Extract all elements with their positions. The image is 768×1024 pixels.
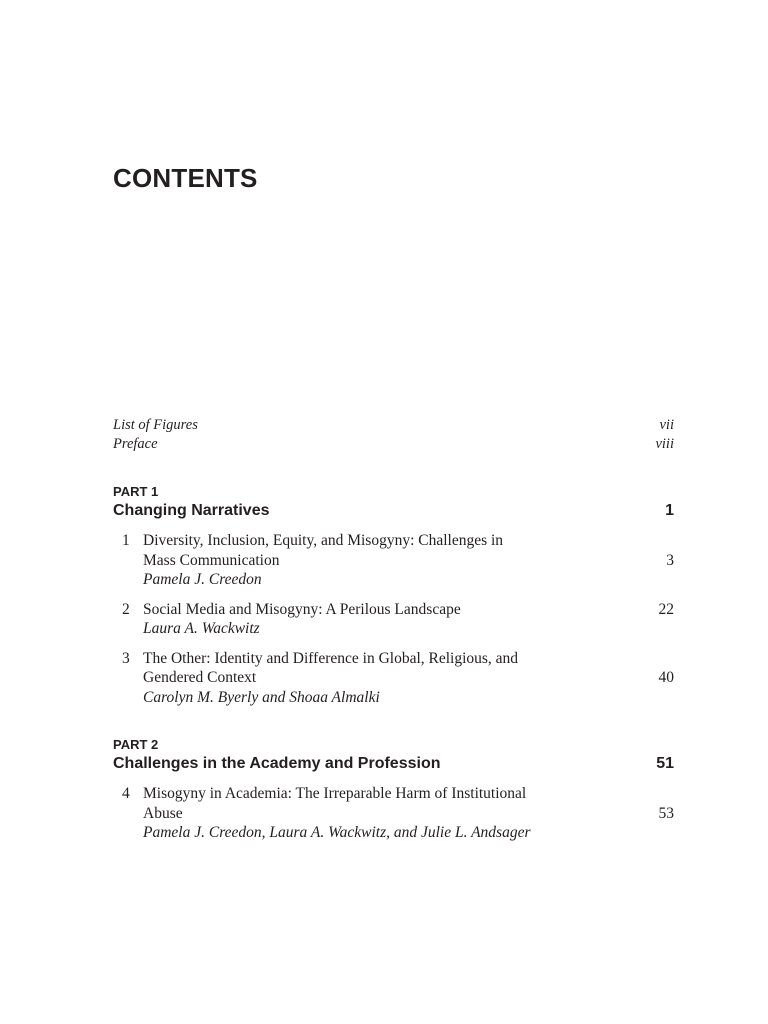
front-matter-label: List of Figures xyxy=(113,417,198,433)
chapter-title-line: Abuse xyxy=(143,804,183,822)
chapter-number: 4 xyxy=(122,785,130,802)
chapter-4-entry[interactable] xyxy=(113,784,674,843)
chapter-title-line: Misogyny in Academia: The Irreparable Harm of Institutional xyxy=(143,785,527,802)
chapter-page: 53 xyxy=(658,804,674,822)
chapter-title-line: Diversity, Inclusion, Equity, and Misogyny: Challenges in xyxy=(143,532,504,549)
part-title: Challenges in the Academy and Profession xyxy=(113,755,441,772)
chapter-authors: Carolyn M. Byerly and Shoaa Almalki xyxy=(143,688,380,706)
chapter-number: 3 xyxy=(122,649,130,667)
chapter-page: 3 xyxy=(666,551,674,569)
chapter-number: 2 xyxy=(122,600,130,618)
part-2-label: PART 2 xyxy=(113,737,159,752)
chapter-1-entry[interactable] xyxy=(113,531,674,590)
chapter-page: 22 xyxy=(658,600,674,618)
front-matter-preface[interactable] xyxy=(113,435,674,454)
part-1-heading[interactable] xyxy=(113,500,674,522)
chapter-authors: Laura A. Wackwitz xyxy=(143,620,260,637)
front-matter-page: viii xyxy=(655,436,674,452)
chapter-2-entry[interactable] xyxy=(113,600,674,639)
chapter-title-line: Mass Communication xyxy=(143,551,280,569)
chapter-page: 40 xyxy=(658,669,674,686)
page-title: CONTENTS xyxy=(113,163,258,193)
chapter-authors: Pamela J. Creedon, Laura A. Wackwitz, and Julie L. Andsager xyxy=(143,824,531,841)
part-2-heading[interactable] xyxy=(113,753,674,775)
chapter-title-line: Social Media and Misogyny: A Perilous Landscape xyxy=(143,600,461,618)
chapter-number: 1 xyxy=(122,532,130,549)
table-of-contents xyxy=(113,416,674,853)
front-matter-list-of-figures[interactable] xyxy=(113,416,674,435)
chapter-title-line: Gendered Context xyxy=(143,669,257,686)
chapter-title-line: The Other: Identity and Difference in Global, Religious, and xyxy=(143,649,519,667)
chapter-3-entry[interactable] xyxy=(113,649,674,708)
chapter-authors: Pamela J. Creedon xyxy=(143,571,262,588)
part-page: 1 xyxy=(665,502,674,519)
front-matter-label: Preface xyxy=(113,436,158,452)
part-title: Changing Narratives xyxy=(113,502,270,519)
part-page: 51 xyxy=(656,755,674,772)
part-1-label: PART 1 xyxy=(113,484,159,499)
front-matter-page: vii xyxy=(659,417,674,433)
